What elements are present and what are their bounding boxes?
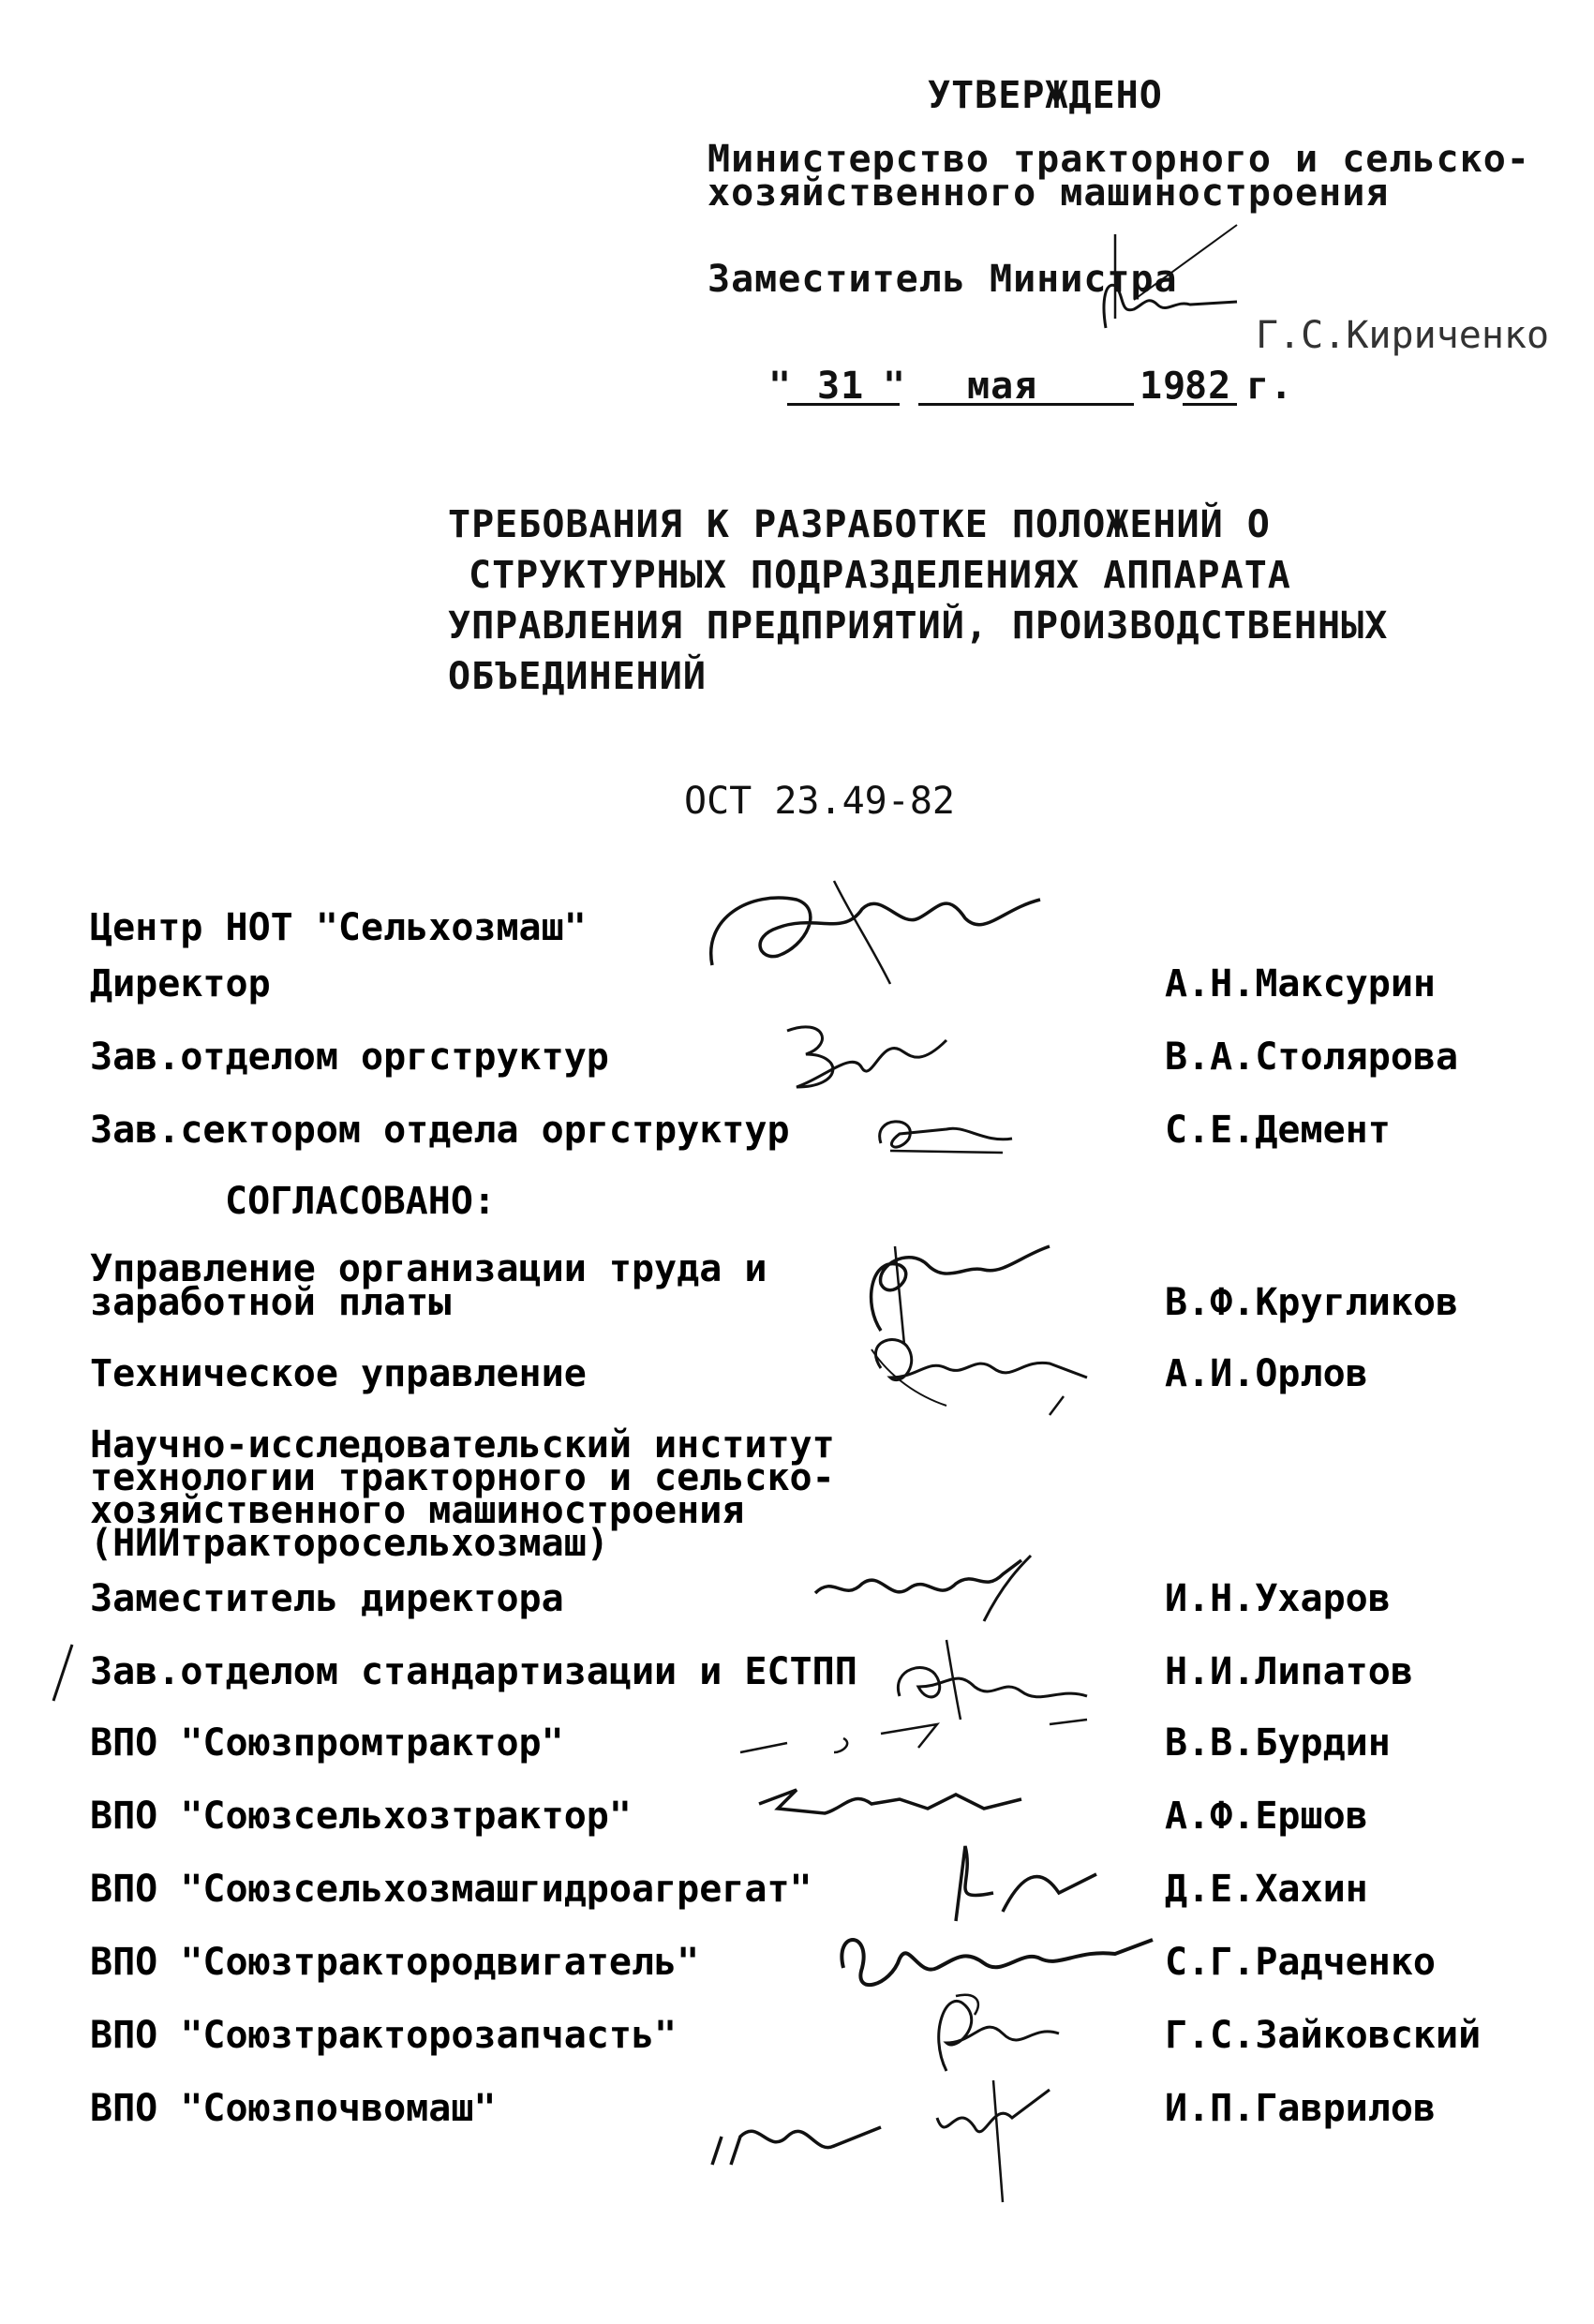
- agreement-role-vpo4: ВПО "Союзтрактородвигатель": [90, 1941, 700, 1984]
- title-line4: ОБЪЕДИНЕНИЙ: [448, 655, 707, 698]
- agreement-name-vpo6: И.П.Гаврилов: [1165, 2087, 1436, 2130]
- title-line2: СТРУКТУРНЫХ ПОДРАЗДЕЛЕНИЯХ АППАРАТА: [469, 554, 1291, 597]
- developer-role-director: Директор: [90, 962, 271, 1006]
- margin-mark: [49, 1640, 77, 1706]
- agreement-name-tech: А.И.Орлов: [1165, 1352, 1368, 1395]
- agreement-name-vpo2: А.Ф.Ершов: [1165, 1795, 1368, 1838]
- signature-approver: [1050, 216, 1274, 347]
- agreement-role-vpo1: ВПО "Союзпромтрактор": [90, 1721, 564, 1765]
- date-year-prefix: 19: [1140, 365, 1187, 408]
- agreement-role-deputy: Заместитель директора: [90, 1577, 564, 1620]
- date-year-unit: г.: [1246, 365, 1294, 408]
- institute-line1: Научно-исследовательский институт: [90, 1423, 835, 1467]
- developer-org: Центр НОТ "Сельхозмаш": [90, 906, 587, 949]
- institute-line3: хозяйственного машиностроения: [90, 1489, 745, 1532]
- title-line1: ТРЕБОВАНИЯ К РАЗРАБОТКЕ ПОЛОЖЕНИЙ О: [448, 503, 1271, 546]
- agreement-role-vpo6: ВПО "Союзпочвомаш": [90, 2087, 497, 2130]
- developer-name-dept: В.А.Столярова: [1165, 1035, 1459, 1079]
- signature-tech: [834, 1312, 1115, 1424]
- date-year-suffix: 82: [1184, 365, 1232, 408]
- agreed-heading: СОГЛАСОВАНО:: [225, 1180, 496, 1223]
- institute-line2: технологии тракторного и сельско-: [90, 1456, 835, 1499]
- signature-vpo6: [693, 2062, 1125, 2212]
- agreement-role-vpo2: ВПО "Союзсельхозтрактор": [90, 1795, 632, 1838]
- agreement-name-labor: В.Ф.Кругликов: [1165, 1281, 1459, 1324]
- signature-vpo2: [740, 1771, 1068, 1846]
- approver-name: Г.С.Кириченко: [1256, 314, 1550, 357]
- agreement-role-standards: Зав.отделом стандартизации и ЕСТПП: [90, 1650, 857, 1693]
- title-line3: УПРАВЛЕНИЯ ПРЕДПРИЯТИЙ, ПРОИЗВОДСТВЕННЫХ: [448, 604, 1389, 648]
- signature-director: [693, 862, 1068, 993]
- agreement-role-vpo5: ВПО "Союзтракторозапчасть": [90, 2014, 678, 2057]
- date-close-quote: ": [883, 365, 907, 408]
- approver-position: Заместитель Министра: [708, 258, 1178, 301]
- developer-name-sector: С.Е.Демент: [1165, 1109, 1391, 1152]
- institute-line4: (НИИтракторосельхозмаш): [90, 1522, 609, 1565]
- agreement-name-vpo3: Д.Е.Хахин: [1165, 1868, 1368, 1911]
- agreement-name-standards: Н.И.Липатов: [1165, 1650, 1413, 1693]
- developer-role-sector: Зав.сектором отдела оргструктур: [90, 1109, 790, 1152]
- standard-code: ОСТ 23.49-82: [684, 780, 955, 823]
- agreement-role-tech: Техническое управление: [90, 1352, 587, 1395]
- agreement-role-line1: Управление организации труда и: [90, 1247, 767, 1290]
- date-day: 31: [817, 365, 865, 408]
- agreement-name-vpo5: Г.С.Зайковский: [1165, 2014, 1482, 2057]
- date-month: мая: [967, 365, 1038, 408]
- approval-heading: УТВЕРЖДЕНО: [928, 74, 1163, 117]
- agreement-role-vpo3: ВПО "Союзсельхозмашгидроагрегат": [90, 1868, 812, 1911]
- developer-role-dept: Зав.отделом оргструктур: [90, 1035, 609, 1079]
- developer-name-director: А.Н.Максурин: [1165, 962, 1436, 1006]
- ministry-line2: хозяйственного машиностроения: [708, 171, 1390, 215]
- agreement-name-vpo4: С.Г.Радченко: [1165, 1941, 1436, 1984]
- ministry-line1: Министерство тракторного и сельско-: [708, 138, 1530, 181]
- agreement-name-vpo1: В.В.Бурдин: [1165, 1721, 1391, 1765]
- agreement-name-deputy: И.Н.Ухаров: [1165, 1577, 1391, 1620]
- signature-sector-head: [862, 1106, 1031, 1162]
- date-open-quote: ": [768, 365, 793, 408]
- agreement-role-line2: заработной платы: [90, 1281, 452, 1324]
- signature-vpo1: [731, 1706, 1162, 1771]
- signature-dept-head: [768, 1012, 975, 1096]
